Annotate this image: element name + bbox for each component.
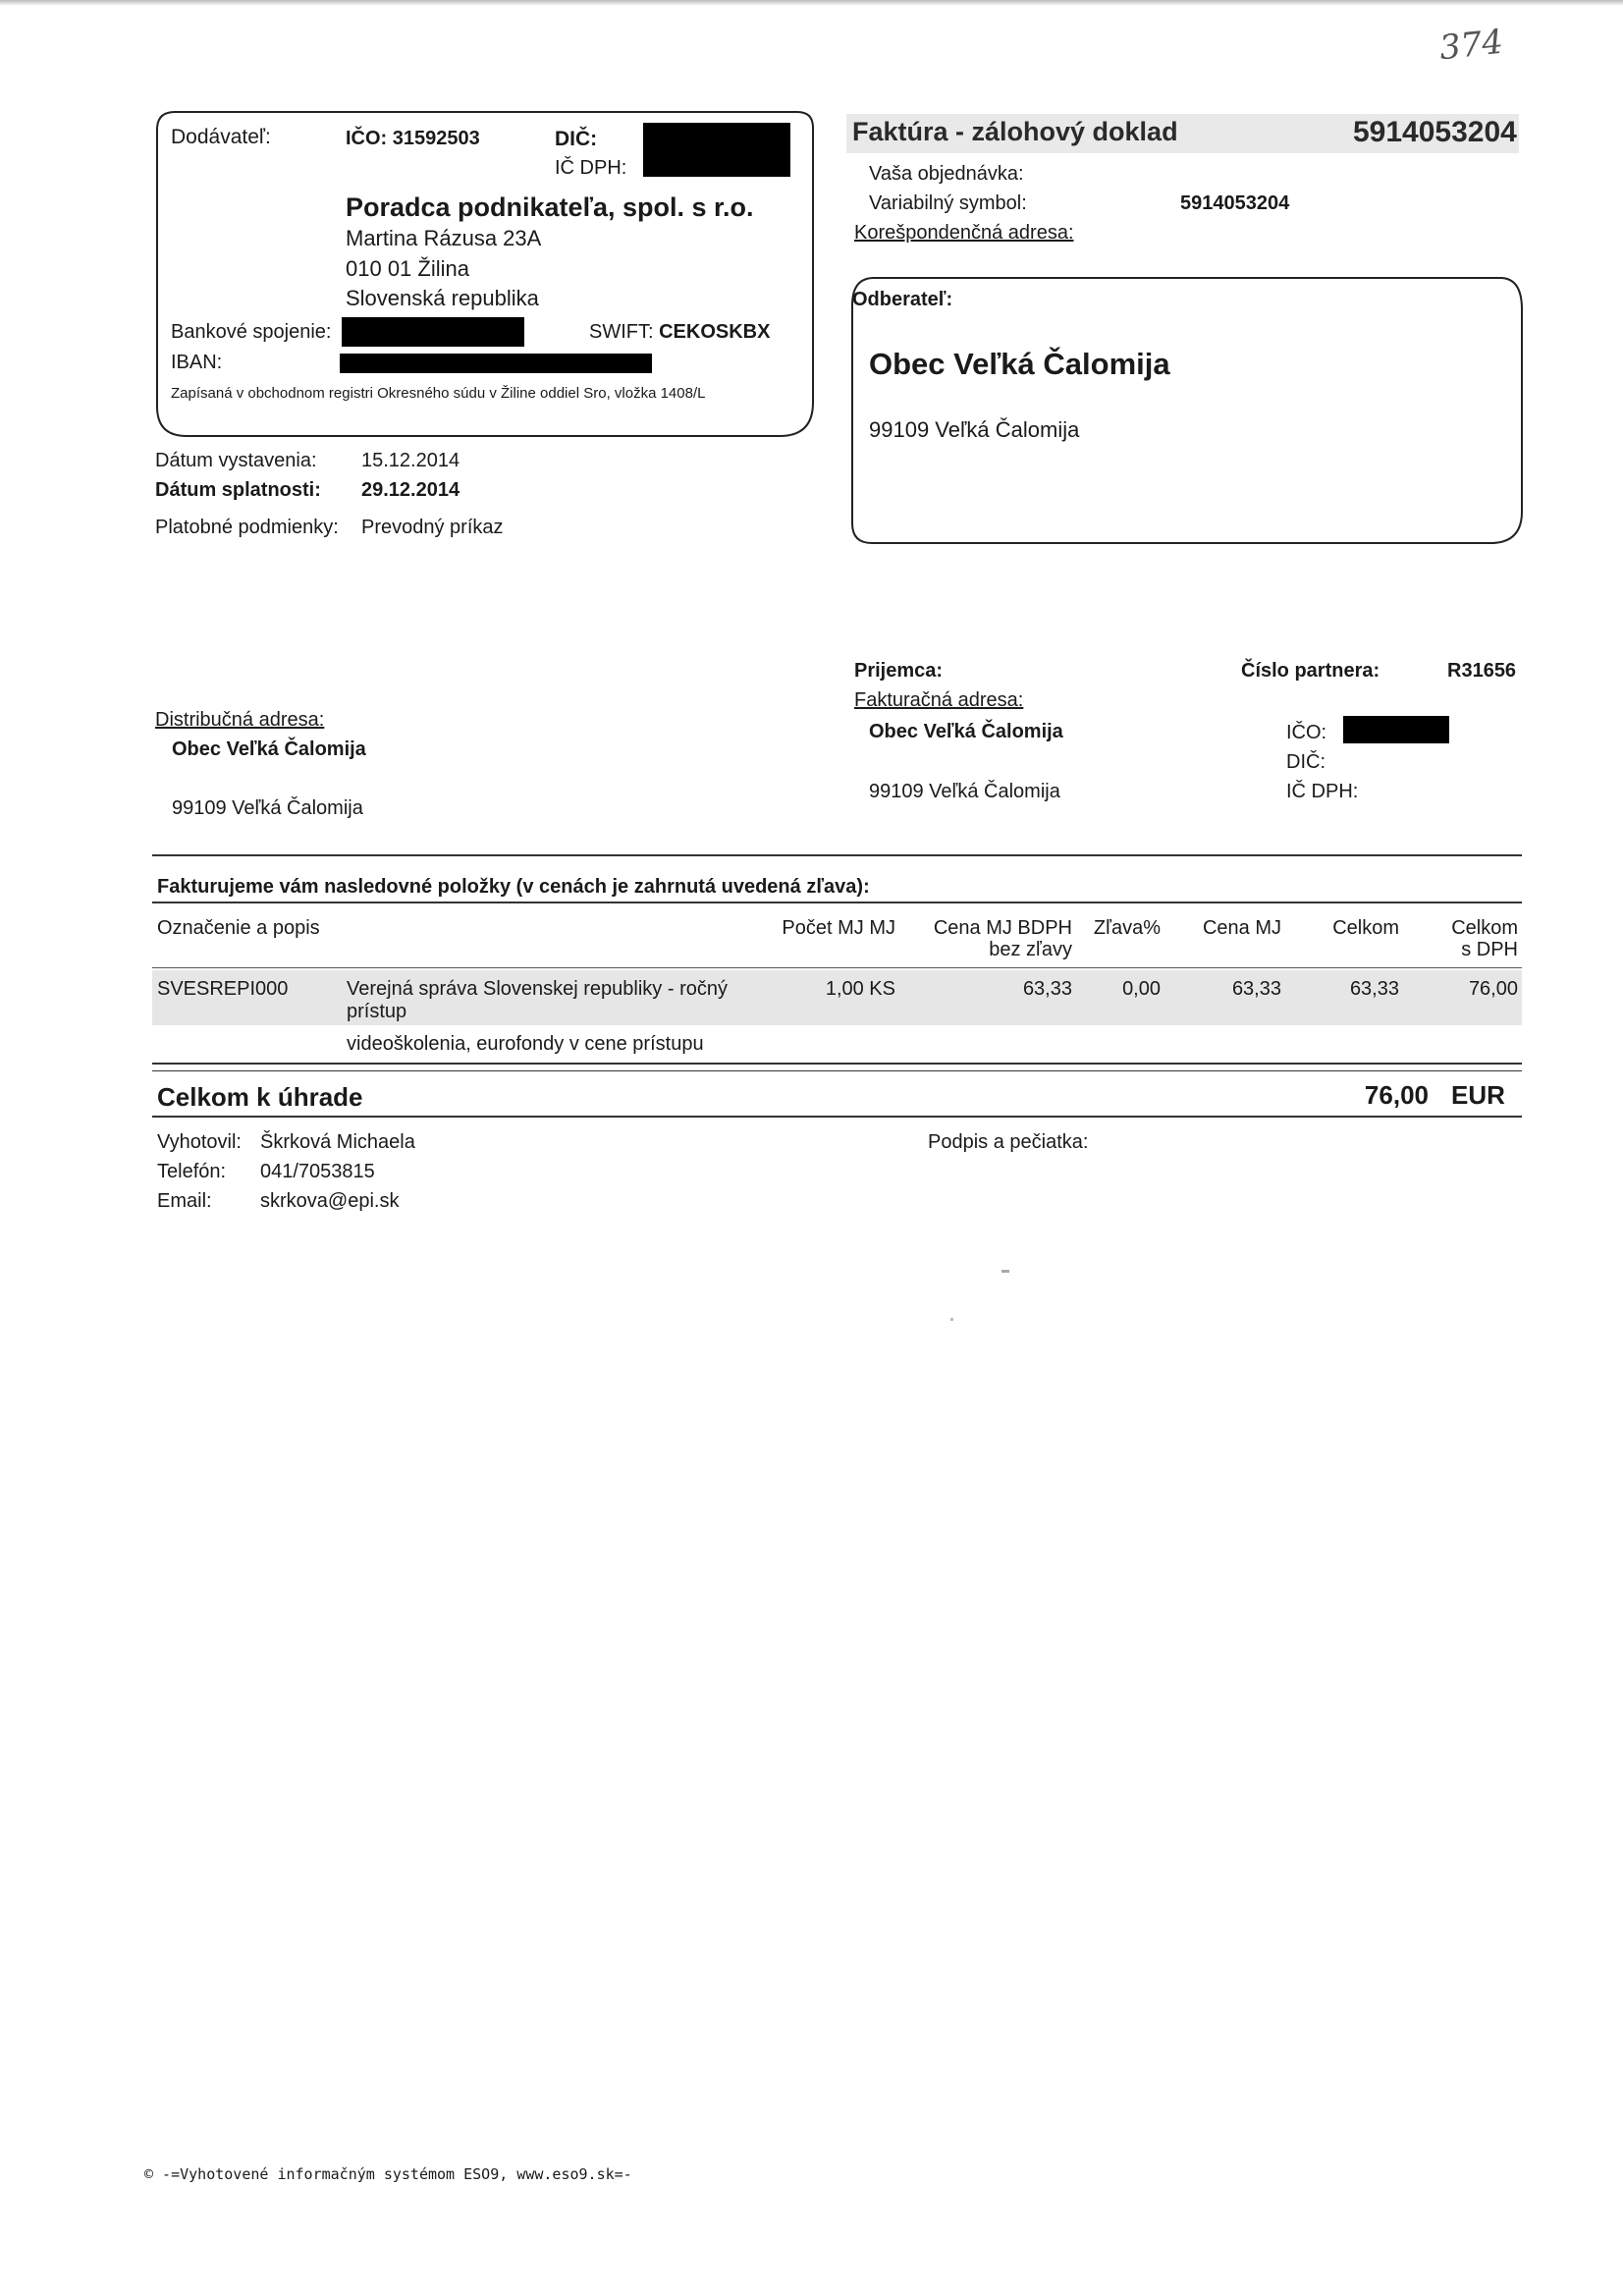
scan-speck — [1001, 1270, 1009, 1273]
supplier-ico — [346, 128, 480, 150]
col-qty-header: Počet MJ MJ — [782, 917, 895, 939]
items-heading: Fakturujeme vám nasledovné položky (v cenách je zahrnutá uvedená zľava): — [157, 876, 870, 898]
order-label: Vaša objednávka: — [869, 163, 1024, 185]
item-total-vat: 76,00 — [1468, 978, 1518, 1000]
item-code: SVESREPI000 — [157, 978, 289, 1000]
supplier-ico-label: IČO: — [346, 128, 388, 149]
iban-label: IBAN: — [171, 352, 223, 373]
recipient-icdph-label: IČ DPH: — [1286, 781, 1359, 802]
customer-label: Odberateľ: — [852, 289, 953, 310]
footer-note: © -=Vyhotovené informačným systémom ESO9, www.eso9.sk=- — [144, 2165, 632, 2183]
divider-summary-2 — [152, 1070, 1522, 1071]
divider-summary-1 — [152, 1063, 1522, 1065]
swift-label: SWIFT: — [589, 321, 654, 343]
swift-value: CEKOSKBX — [659, 321, 771, 343]
partner-number-label: Číslo partnera: — [1241, 660, 1380, 682]
payment-terms: Prevodný príkaz — [361, 517, 504, 538]
recipient-label: Prijemca: — [854, 660, 944, 682]
divider-columns — [152, 967, 1522, 968]
col-price-header: Cena MJ BDPH — [933, 917, 1072, 939]
issue-date-label: Dátum vystavenia: — [155, 450, 317, 471]
partner-number: R31656 — [1447, 660, 1517, 682]
invoice-number: 5914053204 — [1353, 116, 1517, 148]
total-due-amount: 76,00 — [1364, 1080, 1429, 1110]
payment-terms-label: Platobné podmienky: — [155, 517, 339, 538]
item-discount: 0,00 — [1122, 978, 1161, 1000]
phone: 041/7053815 — [260, 1161, 375, 1182]
item-desc-line2: prístup — [347, 1001, 407, 1022]
divider-bottom — [152, 1116, 1522, 1118]
bank-label: Bankové spojenie: — [171, 321, 332, 343]
recipient-ico-label: IČO: — [1286, 722, 1327, 743]
variable-symbol-label: Variabilný symbol: — [869, 192, 1027, 214]
invoice-title: Faktúra - zálohový doklad — [852, 117, 1178, 146]
col-discount-header: Zľava% — [1093, 917, 1161, 939]
redacted-tax-id — [643, 123, 790, 177]
scan-top-edge — [0, 0, 1623, 6]
item-price: 63,33 — [1022, 978, 1072, 1000]
item-qty: 1,00 KS — [825, 978, 895, 1000]
col-desc-header: Označenie a popis — [157, 917, 320, 939]
redacted-iban — [340, 354, 652, 373]
col-unit-price-header: Cena MJ — [1202, 917, 1281, 939]
item-unit-price: 63,33 — [1231, 978, 1281, 1000]
col-total-vat-header: Celkom — [1451, 917, 1518, 939]
handwritten-page-number: 374 — [1437, 22, 1505, 69]
customer-address: 99109 Veľká Čalomija — [869, 417, 1080, 442]
supplier-ico-value: 31592503 — [392, 128, 480, 149]
distribution-address: 99109 Veľká Čalomija — [172, 797, 363, 819]
customer-box-frame — [844, 270, 1527, 550]
variable-symbol-value: 5914053204 — [1180, 192, 1290, 214]
scan-speck — [950, 1318, 953, 1321]
due-date: 29.12.2014 — [361, 479, 460, 501]
supplier-icdph-label: IČ DPH: — [555, 157, 627, 179]
supplier-dic-label: DIČ: — [555, 128, 598, 150]
col-price-header-sub: bez zľavy — [989, 939, 1072, 960]
item-total: 63,33 — [1349, 978, 1399, 1000]
item-note: videoškolenia, eurofondy v cene prístupu — [347, 1033, 704, 1055]
due-date-label: Dátum splatnosti: — [155, 479, 321, 501]
divider-heading — [152, 902, 1522, 903]
item-desc-line1: Verejná správa Slovenskej republiky - ročný — [347, 978, 728, 1000]
distribution-address-label: Distribučná adresa: — [155, 709, 325, 731]
swift — [589, 321, 770, 344]
supplier-country: Slovenská republika — [346, 286, 539, 310]
total-due-currency: EUR — [1451, 1080, 1505, 1110]
distribution-name: Obec Veľká Čalomija — [172, 738, 366, 760]
billing-address-label: Fakturačná adresa: — [854, 689, 1024, 711]
redacted-bank-account — [342, 317, 524, 347]
redacted-recipient-ico — [1343, 716, 1449, 743]
correspondence-address-label: Korešpondenčná adresa: — [854, 222, 1074, 244]
col-total-vat-header-sub: s DPH — [1461, 939, 1518, 960]
supplier-name: Poradca podnikateľa, spol. s r.o. — [346, 192, 754, 222]
total-due-label: Celkom k úhrade — [157, 1082, 363, 1112]
supplier-city: 010 01 Žilina — [346, 256, 469, 281]
signature-label: Podpis a pečiatka: — [928, 1131, 1089, 1153]
phone-label: Telefón: — [157, 1161, 227, 1182]
customer-name: Obec Veľká Čalomija — [869, 347, 1170, 381]
divider-top — [152, 854, 1522, 856]
supplier-label: Dodávateľ: — [171, 126, 271, 148]
email: skrkova@epi.sk — [260, 1190, 400, 1212]
issue-date: 15.12.2014 — [361, 450, 460, 471]
registry-note: Zapísaná v obchodnom registri Okresného súdu v Žiline oddiel Sro, vložka 1408/L — [171, 385, 706, 402]
recipient-name: Obec Veľká Čalomija — [869, 721, 1063, 742]
supplier-street: Martina Rázusa 23A — [346, 226, 542, 250]
made-by: Škrková Michaela — [260, 1131, 415, 1153]
recipient-dic-label: DIČ: — [1286, 751, 1325, 773]
email-label: Email: — [157, 1190, 212, 1212]
made-by-label: Vyhotovil: — [157, 1131, 242, 1153]
col-total-header: Celkom — [1332, 917, 1399, 939]
recipient-address: 99109 Veľká Čalomija — [869, 781, 1060, 802]
